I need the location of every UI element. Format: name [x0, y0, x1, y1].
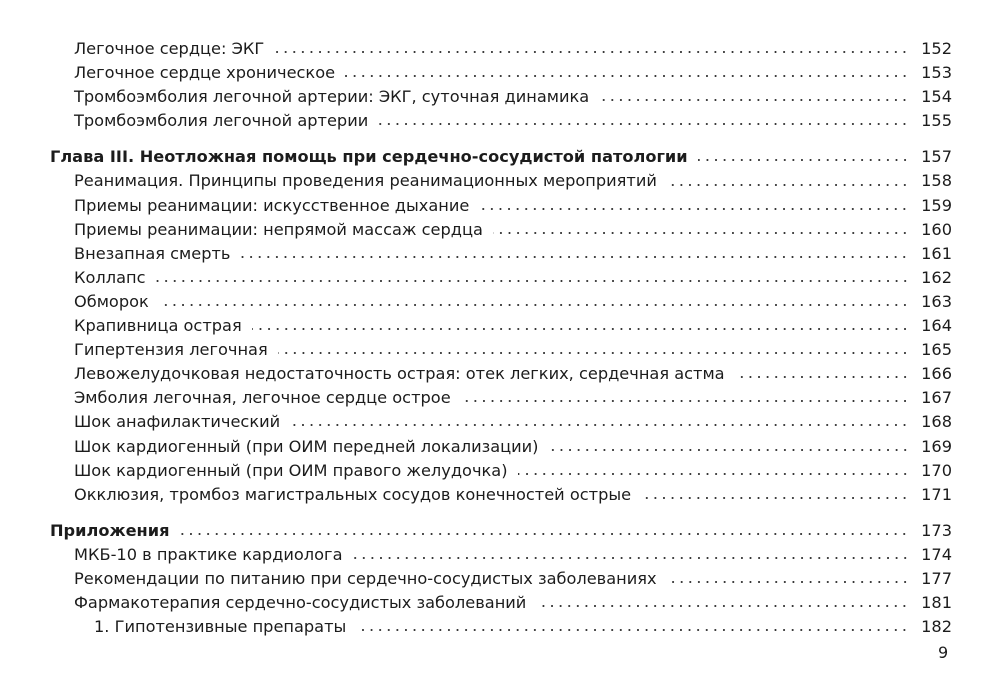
toc-entry-page: 162	[921, 267, 952, 287]
toc-entry-page: 168	[921, 412, 952, 432]
toc-entry-page: 171	[921, 484, 952, 504]
toc-entry-title: Приемы реанимации: непрямой массаж сердца	[74, 219, 483, 239]
toc-entry-title: Реанимация. Принципы проведения реанимационных мероприятий	[74, 171, 657, 191]
table-of-contents	[0, 37, 1000, 639]
toc-entry[interactable]	[0, 410, 1000, 434]
toc-entry-page: 153	[921, 63, 952, 83]
toc-entry-title: Легочное сердце хроническое	[74, 63, 336, 83]
toc-entry[interactable]	[0, 435, 1000, 459]
dot-leader	[667, 182, 909, 188]
toc-entry-title: Гипертензия легочная	[74, 340, 268, 360]
toc-entry-page: 160	[921, 219, 952, 239]
dot-leader	[698, 157, 909, 163]
dot-leader	[479, 206, 909, 212]
toc-entry-page: 161	[921, 243, 952, 263]
toc-entry-title: Крапивница острая	[74, 316, 242, 336]
page-number: 9	[938, 643, 949, 662]
dot-leader	[345, 73, 909, 79]
toc-entry-page: 159	[921, 195, 952, 215]
dot-leader	[599, 97, 909, 103]
toc-entry[interactable]	[0, 338, 1000, 362]
toc-entry[interactable]	[0, 386, 1000, 410]
toc-entry-page: 163	[921, 291, 952, 311]
toc-entry-page: 181	[921, 593, 952, 613]
toc-entry-title: Внезапная смерть	[74, 243, 231, 263]
dot-leader	[159, 302, 909, 308]
dot-leader	[493, 230, 909, 236]
toc-entry-page: 154	[921, 87, 952, 107]
toc-entry[interactable]	[0, 362, 1000, 386]
toc-entry-title: Тромбоэмболия легочной артерии	[74, 111, 369, 131]
dot-leader	[461, 398, 909, 404]
toc-entry[interactable]	[0, 242, 1000, 266]
toc-entry[interactable]	[0, 314, 1000, 338]
dot-leader	[274, 49, 909, 55]
toc-entry-title: Шок анафилактический	[74, 412, 281, 432]
toc-entry-title: Рекомендации по питанию при сердечно-сосудистых заболеваниях	[74, 568, 657, 588]
toc-entry-title: Фармакотерапия сердечно-сосудистых заболеваний	[74, 593, 527, 613]
dot-leader	[353, 555, 910, 561]
dot-leader	[641, 495, 909, 501]
dot-leader	[179, 531, 909, 537]
toc-entry-page: 158	[921, 171, 952, 191]
dot-leader	[378, 121, 909, 127]
toc-entry[interactable]	[0, 483, 1000, 507]
toc-entry-page: 166	[921, 364, 952, 384]
toc-entry-title: Левожелудочковая недостаточность острая: отек легких, сердечная астма	[74, 364, 725, 384]
toc-chapter-heading[interactable]	[0, 519, 1000, 543]
dot-leader	[356, 627, 909, 633]
toc-entry[interactable]	[0, 194, 1000, 218]
dot-leader	[549, 447, 910, 453]
toc-entry-page: 164	[921, 316, 952, 336]
toc-entry[interactable]	[0, 85, 1000, 109]
toc-entry-title: Окклюзия, тромбоз магистральных сосудов конечностей острые	[74, 484, 632, 504]
toc-entry-title: Эмболия легочная, легочное сердце острое	[74, 388, 451, 408]
dot-leader	[156, 278, 910, 284]
toc-entry[interactable]	[0, 543, 1000, 567]
toc-entry-page: 167	[921, 388, 952, 408]
toc-entry[interactable]	[0, 615, 1000, 639]
toc-entry[interactable]	[0, 459, 1000, 483]
toc-entry[interactable]	[0, 591, 1000, 615]
toc-chapter-heading[interactable]	[0, 145, 1000, 169]
toc-entry-page: 182	[921, 617, 952, 637]
toc-entry-page: 174	[921, 544, 952, 564]
toc-entry[interactable]	[0, 567, 1000, 591]
toc-entry[interactable]	[0, 109, 1000, 133]
toc-entry-page: 157	[921, 147, 952, 167]
toc-entry[interactable]	[0, 169, 1000, 193]
toc-entry-title: Тромбоэмболия легочной артерии: ЭКГ, суточная динамика	[74, 87, 590, 107]
toc-entry-title: Коллапс	[74, 267, 146, 287]
dot-leader	[536, 603, 909, 609]
toc-entry-title: Шок кардиогенный (при ОИМ правого желудочка)	[74, 460, 508, 480]
toc-entry[interactable]	[0, 290, 1000, 314]
dot-leader	[667, 579, 909, 585]
toc-entry-page: 170	[921, 460, 952, 480]
toc-entry-title: Легочное сердце: ЭКГ	[74, 39, 265, 58]
dot-leader	[240, 254, 909, 260]
toc-entry-title: Обморок	[74, 291, 149, 311]
dot-leader	[290, 422, 909, 428]
toc-entry-title: Шок кардиогенный (при ОИМ передней локализации)	[74, 436, 539, 456]
dot-leader	[278, 350, 909, 356]
toc-entry-title: 1. Гипотензивные препараты	[94, 617, 347, 637]
toc-entry-title: МКБ-10 в практике кардиолога	[74, 544, 343, 564]
toc-entry-page: 155	[921, 111, 952, 131]
toc-entry-page: 177	[921, 568, 952, 588]
toc-entry[interactable]	[0, 266, 1000, 290]
toc-entry-page: 152	[921, 39, 952, 58]
toc-entry[interactable]	[0, 37, 1000, 61]
dot-leader	[735, 374, 909, 380]
dot-leader	[518, 471, 909, 477]
dot-leader	[252, 326, 909, 332]
toc-entry-title: Глава III. Неотложная помощь при сердечно-сосудистой патологии	[50, 147, 688, 167]
toc-entry[interactable]	[0, 61, 1000, 85]
toc-entry-title: Приложения	[50, 520, 170, 540]
toc-entry[interactable]	[0, 218, 1000, 242]
toc-entry-page: 165	[921, 340, 952, 360]
toc-entry-title: Приемы реанимации: искусственное дыхание	[74, 195, 470, 215]
toc-entry-page: 173	[921, 520, 952, 540]
toc-entry-page: 169	[921, 436, 952, 456]
